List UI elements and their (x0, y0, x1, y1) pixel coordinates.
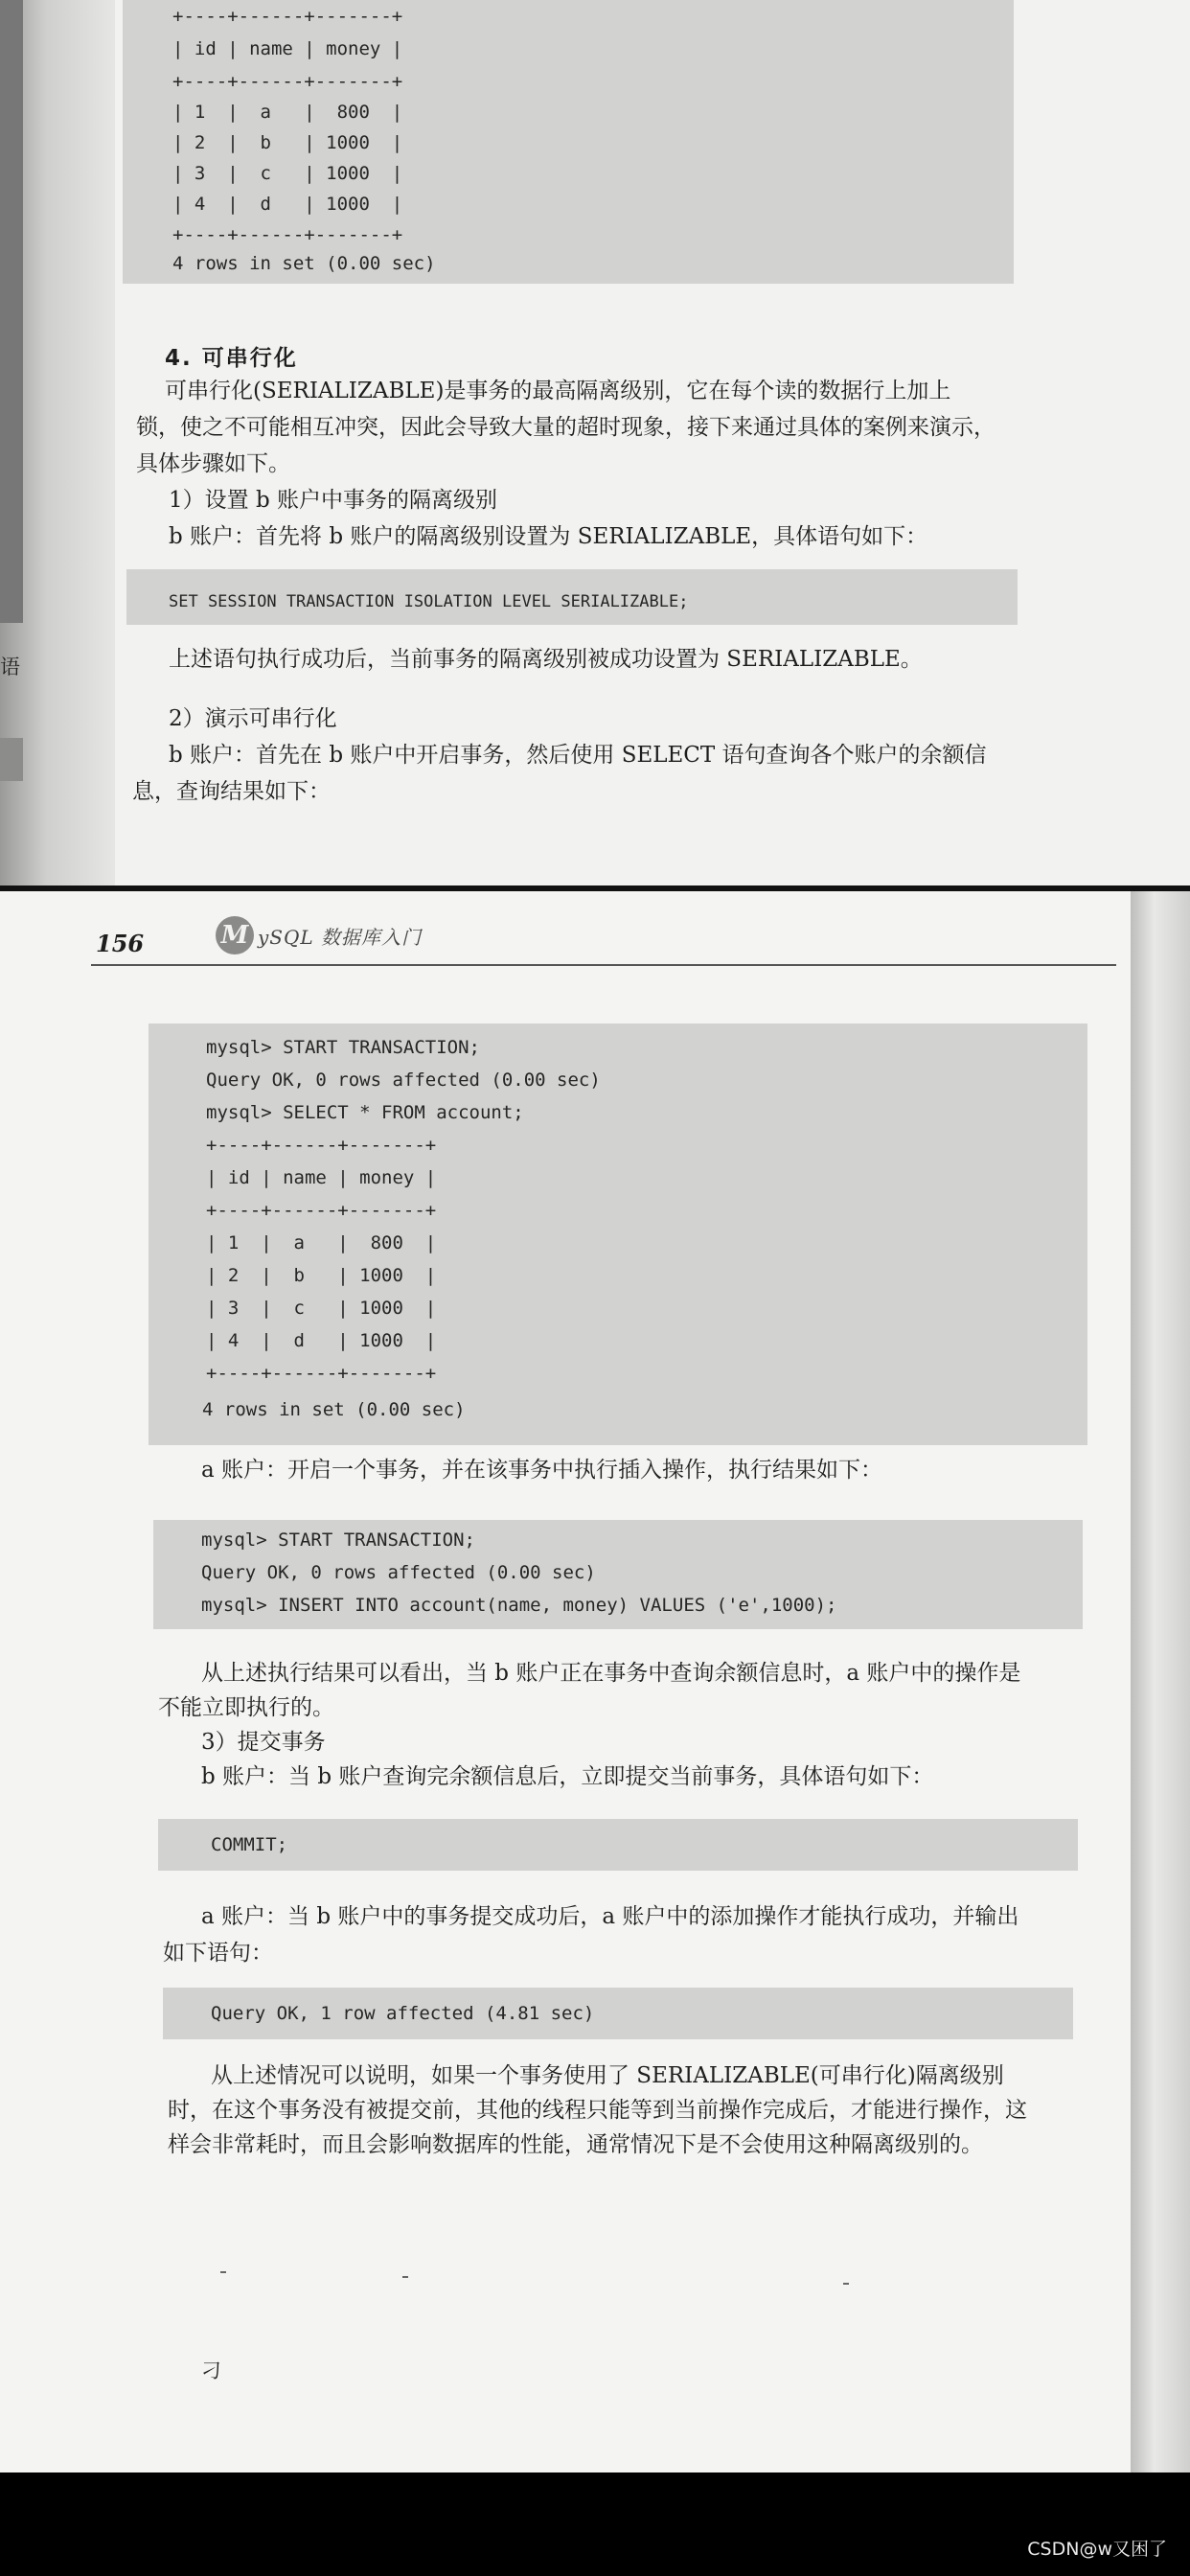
code-block-b-select (149, 1024, 1087, 1445)
print-speck (402, 2276, 408, 2278)
code-line: | id | name | money | (172, 38, 403, 59)
code-line: +----+------+-------+ (206, 1363, 437, 1384)
paragraph-line: 从上述情况可以说明，如果一个事务使用了 SERIALIZABLE(可串行化)隔离级别 (211, 2063, 1004, 2088)
paragraph-line: 如下语句： (163, 1941, 273, 1966)
code-block-set-isolation (126, 569, 1018, 625)
paragraph-line: 时，在这个事务没有被提交前，其他的线程只能等到当前操作完成后，才能进行操作，这 (168, 2098, 1027, 2123)
paragraph-line: 样会非常耗时，而且会影响数据库的性能，通常情况下是不会使用这种隔离级别的。 (168, 2132, 983, 2157)
code-line: 4 rows in set (0.00 sec) (202, 1399, 466, 1420)
code-line: | 1 | a | 800 | (206, 1232, 437, 1254)
code-line: | id | name | money | (206, 1167, 437, 1188)
book-title: ySQL 数据库入门 (258, 925, 423, 949)
section-heading: 4. 可串行化 (165, 346, 298, 371)
bottom-page-photo (0, 891, 1190, 2472)
paragraph-line: 可串行化(SERIALIZABLE)是事务的最高隔离级别，它在每个读的数据行上加上 (165, 379, 951, 403)
code-line: | 1 | a | 800 | (172, 102, 403, 123)
print-speck (220, 2271, 226, 2273)
code-line: Query OK, 1 row affected (4.81 sec) (211, 2003, 595, 2024)
code-line: | 2 | b | 1000 | (206, 1265, 437, 1286)
book-page-bottom (0, 891, 1131, 2472)
paragraph-line: b 账户：首先在 b 账户中开启事务，然后使用 SELECT 语句查询各个账户的余额信 (169, 743, 987, 768)
code-line: +----+------+-------+ (172, 71, 403, 92)
code-line: +----+------+-------+ (206, 1200, 437, 1221)
step-title: 1）设置 b 账户中事务的隔离级别 (169, 488, 497, 513)
code-line: +----+------+-------+ (172, 224, 403, 245)
code-line: +----+------+-------+ (206, 1135, 437, 1156)
code-line: | 3 | c | 1000 | (172, 163, 403, 184)
code-line: | 4 | d | 1000 | (172, 194, 403, 215)
paragraph-line: b 账户：当 b 账户查询完余额信息后，立即提交当前事务，具体语句如下： (201, 1764, 934, 1789)
code-line: Query OK, 0 rows affected (0.00 sec) (201, 1562, 596, 1583)
code-block-query-result (123, 0, 1014, 284)
footer-fragment: 刁 (201, 2359, 221, 2382)
top-page-photo (0, 0, 1190, 886)
code-line: 4 rows in set (0.00 sec) (172, 253, 436, 274)
code-line: SET SESSION TRANSACTION ISOLATION LEVEL SERIALIZABLE; (169, 592, 689, 611)
paragraph-line: 息，查询结果如下： (132, 779, 331, 804)
paragraph-line: a 账户：当 b 账户中的事务提交成功后，a 账户中的添加操作才能执行成功，并输出 (201, 1904, 1019, 1929)
code-line: Query OK, 0 rows affected (0.00 sec) (206, 1070, 601, 1091)
code-line: | 4 | d | 1000 | (206, 1330, 437, 1351)
header-rule (91, 964, 1116, 966)
margin-character: 语 (0, 656, 20, 678)
paragraph-line: 不能立即执行的。 (158, 1695, 334, 1720)
next-page-edge (1131, 891, 1190, 2472)
book-page-top (115, 0, 1190, 886)
book-header-logo (216, 916, 422, 954)
page-number: 156 (96, 930, 145, 957)
paragraph-line: a 账户：开启一个事务，并在该事务中执行插入操作，执行结果如下： (201, 1458, 883, 1483)
previous-page-edge (0, 0, 115, 886)
code-block-commit (158, 1819, 1078, 1871)
code-line: mysql> INSERT INTO account(name, money) VALUES ('e',1000); (201, 1595, 837, 1616)
code-line: COMMIT; (211, 1834, 288, 1855)
paragraph-line: 从上述执行结果可以看出，当 b 账户正在事务中查询余额信息时，a 账户中的操作是 (201, 1661, 1021, 1686)
paragraph-line: 上述语句执行成功后，当前事务的隔离级别被成功设置为 SERIALIZABLE。 (169, 647, 923, 672)
watermark: CSDN@w又困了 (1027, 2539, 1167, 2560)
code-line: mysql> SELECT * FROM account; (206, 1102, 524, 1123)
step-title: 3）提交事务 (201, 1730, 326, 1755)
code-line: | 3 | c | 1000 | (206, 1298, 437, 1319)
paragraph-line: 具体步骤如下。 (136, 451, 290, 476)
paragraph-line: b 账户：首先将 b 账户的隔离级别设置为 SERIALIZABLE，具体语句如下： (169, 524, 928, 549)
code-line: mysql> START TRANSACTION; (201, 1530, 475, 1551)
code-line: +----+------+-------+ (172, 6, 403, 27)
paragraph-line: 锁，使之不可能相互冲突，因此会导致大量的超时现象，接下来通过具体的案例来演示， (136, 415, 995, 440)
print-speck (843, 2283, 849, 2285)
code-block-a-insert (153, 1520, 1083, 1629)
code-line: | 2 | b | 1000 | (172, 132, 403, 153)
step-title: 2）演示可串行化 (169, 706, 337, 731)
code-block-query-ok (163, 1988, 1073, 2039)
mysql-logo-icon: M (216, 916, 254, 954)
code-line: mysql> START TRANSACTION; (206, 1037, 480, 1058)
